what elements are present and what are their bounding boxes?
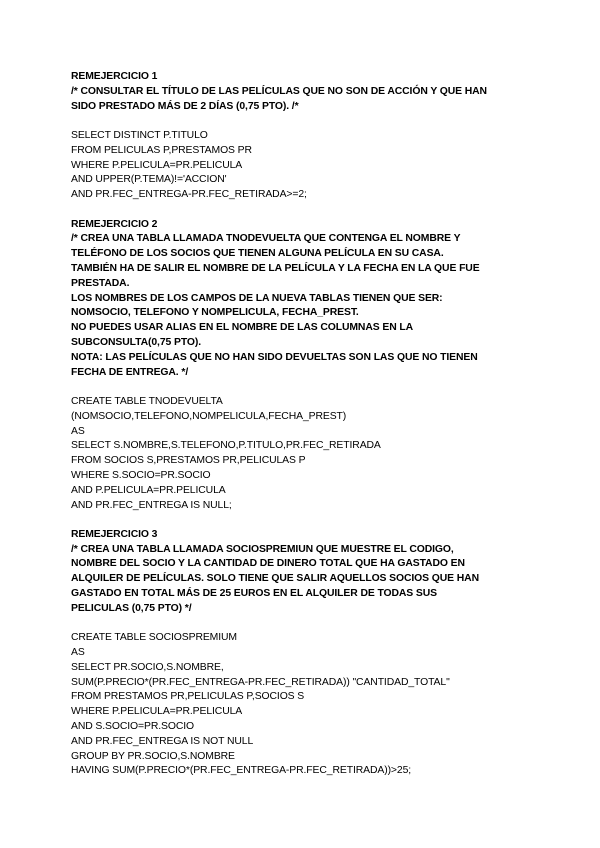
statement-line: PELICULAS (0,75 PTO) */ — [71, 602, 192, 614]
code-line: AND S.SOCIO=PR.SOCIO — [71, 721, 195, 733]
statement-line: NOTA: LAS PELÍCULAS QUE NO HAN SIDO DEVUELTAS SON LAS QUE NO TIENEN — [71, 351, 478, 363]
statement-line: GASTADO EN TOTAL MÁS DE 25 EUROS EN EL ALQUILER DE TODAS SUS — [71, 588, 437, 600]
statement-line: SUBCONSULTA(0,75 PTO). — [71, 336, 202, 348]
code-line: WHERE P.PELICULA=PR.PELICULA — [71, 159, 243, 171]
code-line: SUM(P.PRECIO*(PR.FEC_ENTREGA-PR.FEC_RETIRADA)) "CANTIDAD_TOTAL" — [71, 676, 450, 688]
code-line: WHERE P.PELICULA=PR.PELICULA — [71, 706, 243, 718]
code-line: CREATE TABLE TNODEVUELTA — [71, 395, 223, 407]
code-line: AND PR.FEC_ENTREGA-PR.FEC_RETIRADA>=2; — [71, 189, 307, 201]
statement-line: TAMBIÉN HA DE SALIR EL NOMBRE DE LA PELÍCULA Y LA FECHA EN LA QUE FUE — [71, 262, 480, 274]
code-line: AND PR.FEC_ENTREGA IS NOT NULL — [71, 735, 254, 747]
statement-line: /* CONSULTAR EL TÍTULO DE LAS PELÍCULAS QUE NO SON DE ACCIÓN Y QUE HAN — [71, 85, 487, 97]
code-line: AS — [71, 647, 85, 659]
statement-line: ALQUILER DE PELÍCULAS. SOLO TIENE QUE SALIR AQUELLOS SOCIOS QUE HAN — [71, 573, 479, 585]
code-line: FROM PRESTAMOS PR,PELICULAS P,SOCIOS S — [71, 691, 305, 703]
statement-line: LOS NOMBRES DE LOS CAMPOS DE LA NUEVA TABLAS TIENEN QUE SER: — [71, 292, 443, 304]
code-line: FROM PELICULAS P,PRESTAMOS PR — [71, 144, 252, 156]
exercise-3 — [71, 528, 591, 779]
statement-line: NO PUEDES USAR ALIAS EN EL NOMBRE DE LAS COLUMNAS EN LA — [71, 322, 414, 334]
code-line: CREATE TABLE SOCIOSPREMIUM — [71, 632, 237, 644]
statement-line: NOMBRE DEL SOCIO Y LA CANTIDAD DE DINERO TOTAL QUE HA GASTADO EN — [71, 558, 465, 570]
code-line: SELECT DISTINCT P.TITULO — [71, 129, 208, 141]
exercise-heading: REMEJERCICIO 1 — [71, 71, 158, 82]
exercise-1 — [71, 70, 591, 218]
code-line: GROUP BY PR.SOCIO,S.NOMBRE — [71, 750, 235, 762]
exercise-heading: REMEJERCICIO 3 — [71, 528, 158, 540]
statement-line: FECHA DE ENTREGA. */ — [71, 366, 189, 378]
statement-line: /* CREA UNA TABLA LLAMADA SOCIOSPREMIUN QUE MUESTRE EL CODIGO, — [71, 543, 454, 555]
code-line: AND UPPER(P.TEMA)!='ACCION' — [71, 174, 227, 186]
statement-line: /* CREA UNA TABLA LLAMADA TNODEVUELTA QUE CONTENGA EL NOMBRE Y — [71, 233, 461, 245]
exercise-2 — [71, 218, 591, 528]
code-line: (NOMSOCIO,TELEFONO,NOMPELICULA,FECHA_PREST) — [71, 410, 347, 422]
statement-line: PRESTADA. — [71, 277, 130, 289]
code-line: SELECT S.NOMBRE,S.TELEFONO,P.TITULO,PR.FEC_RETIRADA — [71, 440, 381, 452]
code-line: SELECT PR.SOCIO,S.NOMBRE, — [71, 661, 224, 673]
statement-line: SIDO PRESTADO MÁS DE 2 DÍAS (0,75 PTO). /* — [71, 100, 299, 112]
code-line: HAVING SUM(P.PRECIO*(PR.FEC_ENTREGA-PR.FEC_RETIRADA))>25; — [71, 765, 412, 777]
code-line: AND P.PELICULA=PR.PELICULA — [71, 484, 226, 496]
code-line: AS — [71, 425, 85, 437]
code-line: WHERE S.SOCIO=PR.SOCIO — [71, 469, 211, 481]
exercise-heading: REMEJERCICIO 2 — [71, 218, 158, 230]
code-line: AND PR.FEC_ENTREGA IS NULL; — [71, 499, 232, 511]
code-line: FROM SOCIOS S,PRESTAMOS PR,PELICULAS P — [71, 455, 306, 467]
document-page — [71, 70, 591, 779]
statement-line: NOMSOCIO, TELEFONO Y NOMPELICULA, FECHA_PREST. — [71, 307, 359, 319]
statement-line: TELÉFONO DE LOS SOCIOS QUE TIENEN ALGUNA PELÍCULA EN SU CASA. — [71, 248, 444, 260]
